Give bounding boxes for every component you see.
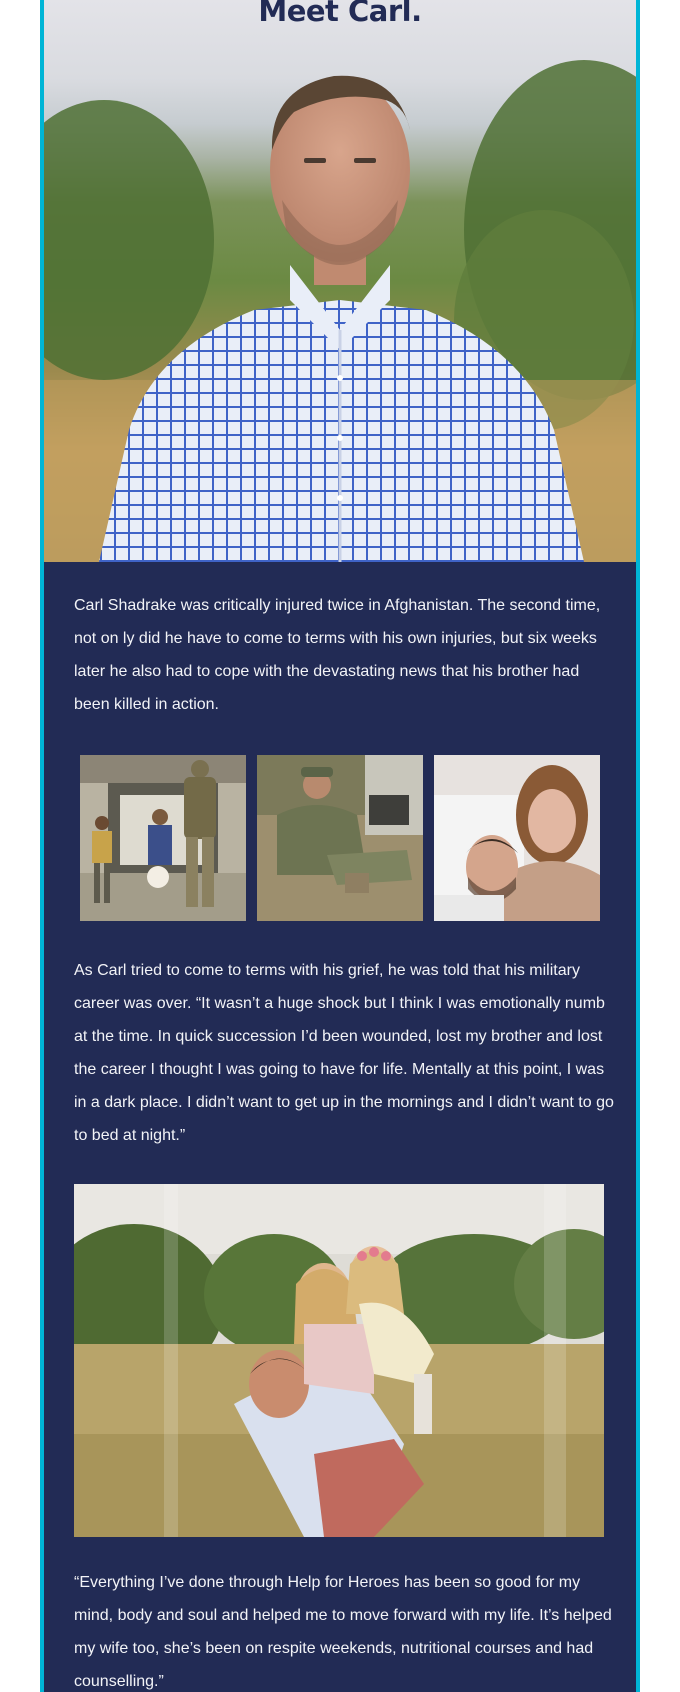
closing-quote-paragraph: “Everything I’ve done through Help for Heroes has been so good for my mind, body and soul and helped me to move forward with my life. It’s helped my wife too, she’s been on respite weekends, nutritional courses and had counselling.” xyxy=(74,1574,612,1690)
story-card xyxy=(44,0,636,1692)
page-title: Meet Carl. xyxy=(258,0,422,28)
photo-soldier-children xyxy=(80,755,246,921)
email-border xyxy=(40,0,640,1692)
photo-carl-and-wife xyxy=(434,755,600,921)
hero-section xyxy=(44,0,636,562)
intro-paragraph: Carl Shadrake was critically injured twice in Afghanistan. The second time, not on ly did he have to come to terms with his own injuries, but six weeks later he also had to cope with the devastating news that his brother had been killed in action. xyxy=(74,597,601,713)
grief-paragraph: As Carl tried to come to terms with his grief, he was told that his military career was over. “It wasn’t a huge shock but I think I was emotionally numb at the time. In quick succession I’d been wounded, lost my brother and lost the career I thought I was going to have for life. Mentally at this point, I was in a dark place. I didn’t want to get up in the mornings and I didn’t want to go to bed at night.” xyxy=(74,962,614,1144)
carl-portrait-photo xyxy=(44,0,636,562)
photo-carl-with-daughters xyxy=(74,1184,604,1537)
photo-soldier-seated xyxy=(257,755,423,921)
